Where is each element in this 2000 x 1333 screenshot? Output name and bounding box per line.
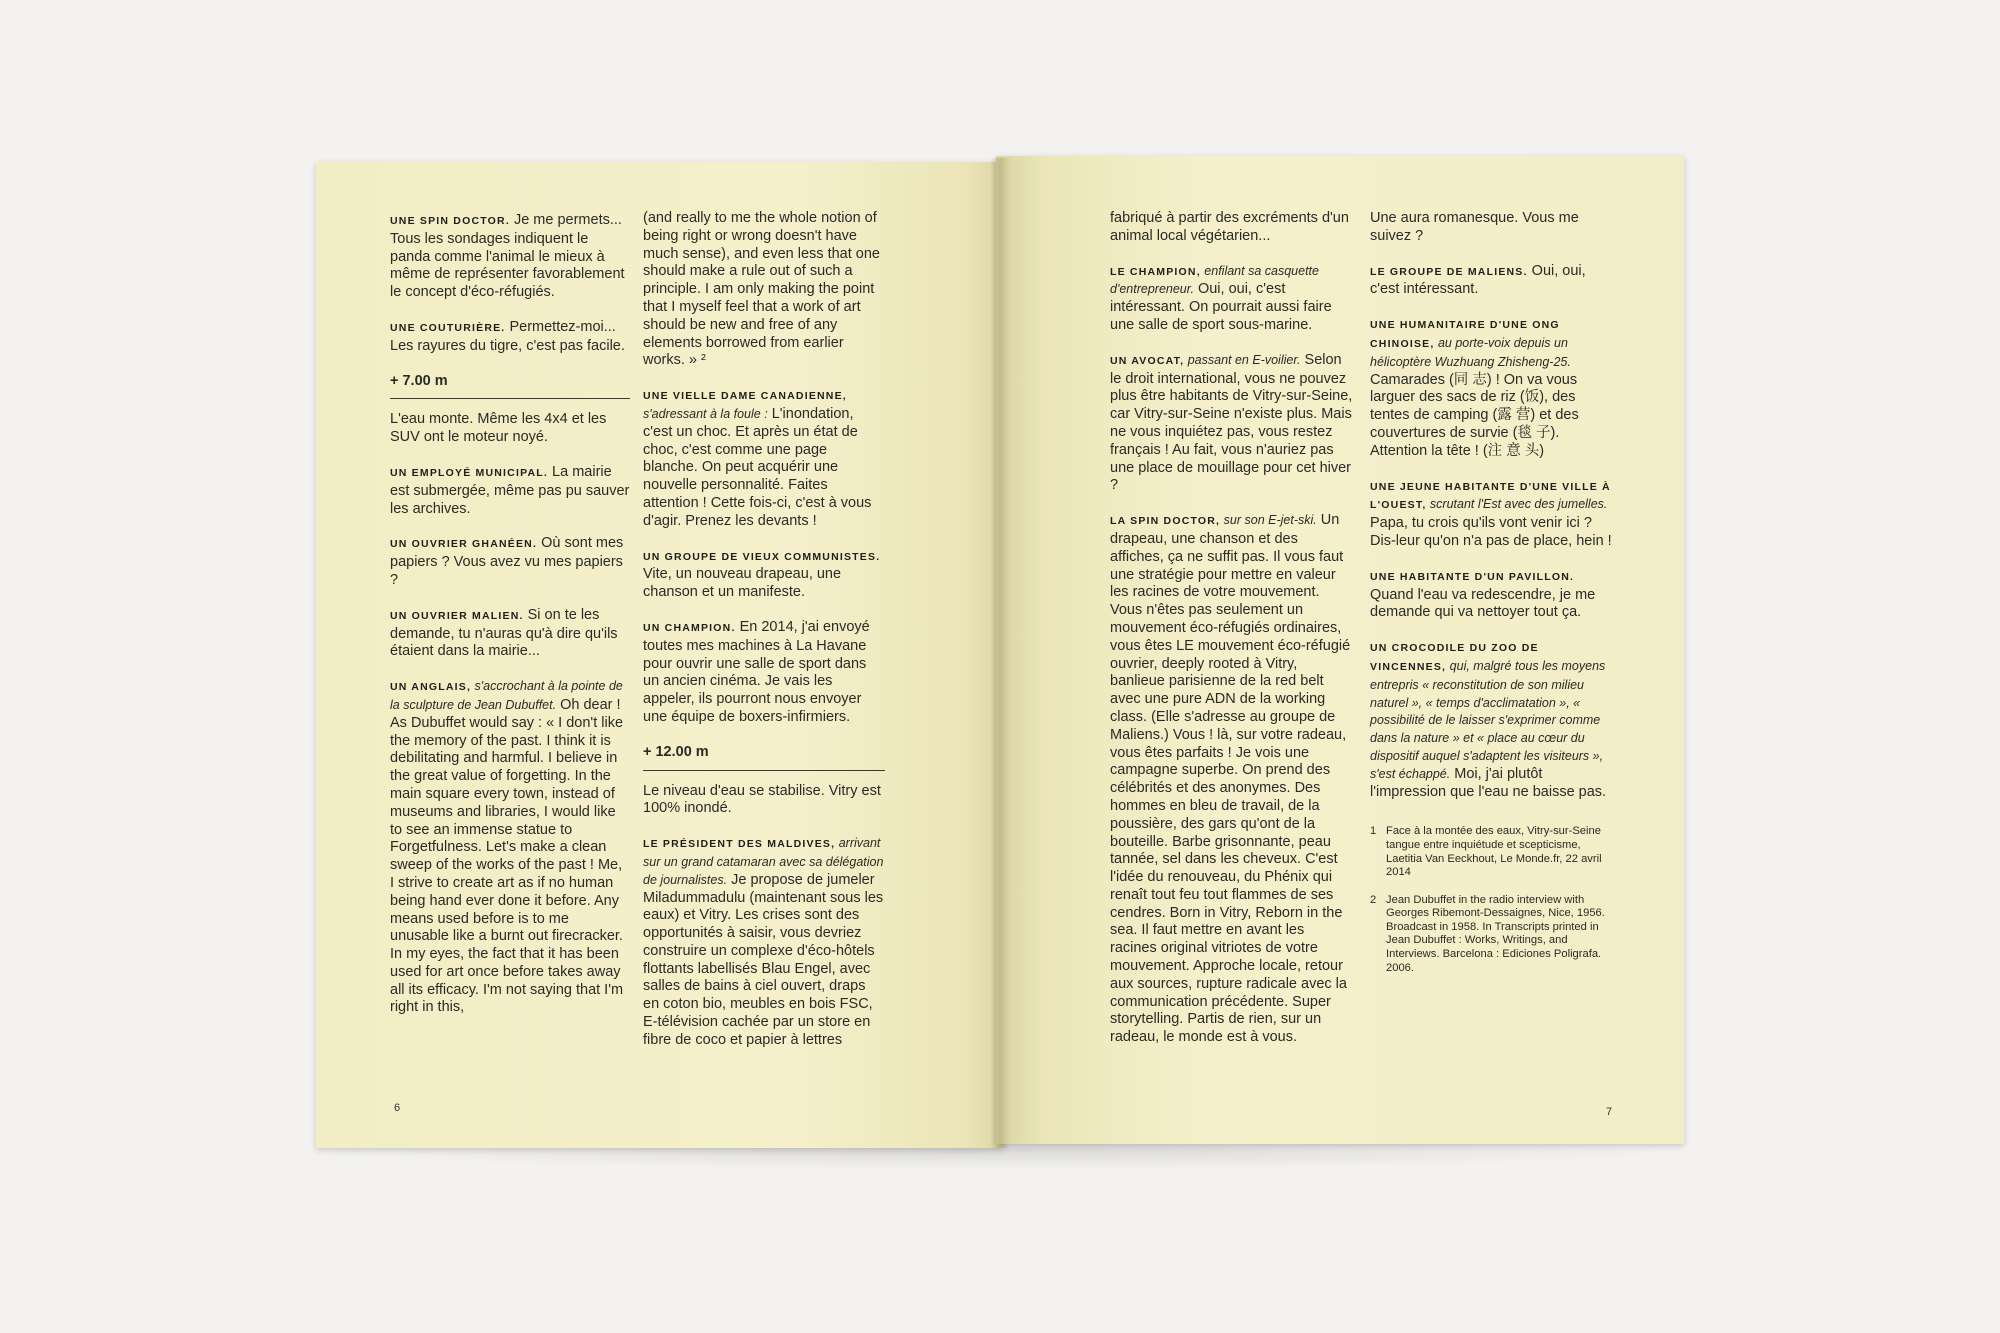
speaker-name: UN OUVRIER GHANÉEN. (390, 538, 538, 551)
right-column-1 (1110, 210, 1354, 1064)
footnote (1370, 894, 1614, 976)
dialogue-text: fabriqué à partir des excréments d'un animal local végétarien... (1110, 210, 1349, 244)
dialogue-block (390, 212, 630, 302)
dialogue-block (643, 210, 885, 370)
speaker-name: LA SPIN DOCTOR, (1110, 515, 1221, 528)
dialogue-block (1370, 639, 1614, 801)
dialogue-block (1370, 263, 1614, 300)
stage-direction: au porte-voix depuis un hélicoptère Wuzhuang Zhisheng-25. (1370, 335, 1571, 369)
dialogue-text: Si on te les demande, tu n'auras qu'à dire qu'ils étaient dans la mairie... (390, 606, 618, 660)
stage-direction: qui, malgré tous les moyens entrepris « reconstitution de son milieu naturel », « temps d'acclimatation », « possibilité de le laisser s'exprimer comme dans la nature » et « place au cœur du dispositif auquel s'adaptent les visiteurs », s'est échappé. (1370, 658, 1606, 781)
stage-direction: scrutant l'Est avec des jumelles. (1426, 497, 1608, 512)
footnote-text: Face à la montée des eaux, Vitry-sur-Seine tangue entre inquiétude et scepticisme, Laetitia Van Eeckhout, Le Monde.fr, 22 avril 2014 (1386, 825, 1602, 879)
dialogue-text: Selon le droit international, vous ne pouvez plus être habitants de Vitry-sur-Seine, car Vitry-sur-Seine n'existe plus. Mais ne vous inquiétez pas, vous restez français ! Au fait, vous n'auriez pas une place de mouillage pour cet hiver ? (1110, 351, 1353, 494)
page-number-left: 6 (394, 1102, 401, 1114)
page-number-right: 7 (1606, 1106, 1613, 1118)
dialogue-text: La mairie est submergée, même pas pu sauver les archives. (390, 463, 630, 517)
speaker-name: UNE JEUNE HABITANTE D'UNE VILLE À L'OUEST, (1370, 480, 1611, 512)
dialogue-block (643, 783, 885, 819)
speaker-name: UN CROCODILE DU ZOO DE VINCENNES, (1370, 642, 1539, 673)
right-column-2 (1370, 210, 1614, 989)
left-page (316, 162, 1004, 1148)
left-column-2 (643, 210, 885, 1067)
dialogue-block (1370, 316, 1614, 460)
right-page (996, 156, 1684, 1144)
dialogue-block (390, 535, 630, 589)
dialogue-text: Où sont mes papiers ? Vous avez vu mes papiers ? (390, 535, 624, 588)
left-column-1 (390, 212, 630, 1034)
speaker-name: UN OUVRIER MALIEN. (390, 609, 524, 622)
speaker-name: UNE HABITANTE D'UN PAVILLON. (1370, 570, 1575, 583)
speaker-name: LE PRÉSIDENT DES MALDIVES, (643, 838, 836, 851)
footnote (1370, 825, 1614, 879)
dialogue-text: Permettez-moi... Les rayures du tigre, c'est pas facile. (390, 318, 625, 354)
dialogue-text: (and really to me the whole notion of being right or wrong doesn't have much sense), and even less that one should make a rule out of such a principle. I am only making the point that I myself feel that a work of art should be new and free of any elements borrowed from earlier works. » ² (643, 210, 880, 369)
footnotes (1370, 825, 1614, 975)
dialogue-text: Vite, un nouveau drapeau, une chanson et un manifeste. (643, 566, 842, 601)
dialogue-text: Quand l'eau va redescendre, je me demande qui va nettoyer tout ça. (1370, 586, 1596, 621)
dialogue-block (390, 319, 630, 356)
dialogue-text: Oui, oui, c'est intéressant. On pourrait aussi faire une salle de sport sous-marine. (1110, 281, 1332, 333)
section-heading: + 7.00 m (390, 373, 630, 400)
dialogue-text: Une aura romanesque. Vous me suivez ? (1370, 210, 1579, 244)
dialogue-block (643, 835, 885, 1050)
dialogue-text: L'inondation, c'est un choc. Et après un état de choc, c'est comme une page blanche. On peut acquérir une nouvelle personnalité. Faites attention ! Cette fois-ci, c'est à vous d'agir. Prenez les devants ! (643, 405, 872, 529)
dialogue-text: Un drapeau, une chanson et des affiches, ça ne suffit pas. Il vous faut une stratégie pour mettre en valeur les racines de votre mouvement. Vous n'êtes pas seulement un mouvement éco-réfugiés ordinaires, vous êtes LE mouvement éco-réfugié ouvrier, deeply rooted à Vitry, banlieue parisienne de la red belt avec une pure ADN de la working class. (Elle s'adresse au groupe de Maliens.) Vous ! là, sur votre radeau, vous êtes parfaits ! Je vois une campagne superbe. On prend des célébrités et des anonymes. Des hommes en bleu de travail, de la poussière, des gars qu'ont de la bouteille. Barbe grisonnante, peau tannée, sel dans les cheveux. C'est l'idée du renouveau, du Phénix qui renaît tout feu tout flammes de ses cendres. Born in Vitry, Reborn in the sea. Il faut mettre en avant les racines original vitriotes de votre mouvement. Approche locale, retour aux sources, rupture radicale avec la communication précédente. Super storytelling. Partis de rien, sur un radeau, le monde est à vous. (1110, 512, 1351, 1046)
book-gutter (990, 158, 1010, 1148)
footnote-number: 2 (1370, 893, 1377, 906)
speaker-name: LE GROUPE DE MALIENS. (1370, 265, 1528, 278)
dialogue-block (390, 607, 630, 661)
dialogue-text: L'eau monte. Même les 4x4 et les SUV ont le moteur noyé. (390, 411, 607, 446)
dialogue-block (1110, 352, 1354, 495)
dialogue-text: Oui, oui, c'est intéressant. (1370, 262, 1586, 298)
dialogue-text: Le niveau d'eau se stabilise. Vitry est 100% inondé. (643, 782, 881, 817)
stage-direction: passant en E-voilier. (1184, 352, 1301, 367)
dialogue-block (390, 464, 630, 518)
dialogue-text: Papa, tu crois qu'ils vont venir ici ? Dis-leur qu'on n'a pas de place, hein ! (1370, 515, 1612, 549)
dialogue-text: Moi, j'ai plutôt l'impression que l'eau ne baisse pas. (1370, 765, 1607, 800)
stage-direction: enfilant sa casquette d'entrepreneur. (1110, 263, 1319, 297)
speaker-name: UNE HUMANITAIRE D'UNE ONG CHINOISE, (1370, 319, 1560, 350)
speaker-name: LE CHAMPION, (1110, 265, 1201, 278)
dialogue-block (390, 411, 630, 447)
speaker-name: UN EMPLOYÉ MUNICIPAL. (390, 466, 549, 479)
dialogue-block (1370, 568, 1614, 622)
dialogue-block (1110, 512, 1354, 1047)
speaker-name: UNE VIELLE DAME CANADIENNE, (643, 390, 847, 403)
stage-direction: s'accrochant à la pointe de la sculpture de Jean Dubuffet. (390, 679, 623, 712)
footnote-text: Jean Dubuffet in the radio interview with Georges Ribemont-Dessaignes, Nice, 1956. Broadcast in 1958. In Transcripts printed in Jean Dubuffet : Works, Writings, and Interviews. Barcelona : Ediciones Poligrafa. 2006. (1386, 893, 1605, 974)
speaker-name: UNE COUTURIÈRE. (390, 321, 506, 334)
speaker-name: UN CHAMPION. (643, 621, 736, 634)
dialogue-block (1110, 210, 1354, 246)
dialogue-block (1110, 263, 1354, 335)
dialogue-text: En 2014, j'ai envoyé toutes mes machines à La Havane pour ouvrir une salle de sport dans un ancien cinéma. Je vais les appeler, ils pourront nous envoyer une équipe de boxers-infirmiers. (643, 618, 870, 725)
speaker-name: UN GROUPE DE VIEUX COMMUNISTES. (643, 550, 881, 563)
dialogue-text: Je propose de jumeler Miladummadulu (maintenant sous les eaux) et Vitry. Les crises sont des opportunités à saisir, vous devriez construire un complexe d'éco-hôtels flottants labellisés Blau Engel, avec salles de bains à ciel ouvert, draps en coton bio, meubles en bois FSC, E-télévision cachée par un store en fibre de coco et papier à lettres (643, 871, 884, 1048)
section-heading: + 12.00 m (643, 744, 885, 771)
dialogue-text: Je me permets... Tous les sondages indiquent le panda comme l'animal le mieux à même de représenter favorablement le concept d'éco-réfugiés. (390, 212, 625, 301)
footnote-number: 1 (1370, 825, 1377, 838)
speaker-name: UN AVOCAT, (1110, 354, 1185, 367)
dialogue-block (643, 619, 885, 727)
speaker-name: UN ANGLAIS, (390, 681, 472, 694)
stage-direction: arrivant sur un grand catamaran avec sa délégation de journalistes. (643, 836, 884, 887)
dialogue-block (643, 548, 885, 602)
dialogue-block (390, 678, 630, 1017)
dialogue-text: Camarades (同 志) ! On va vous larguer des sacs de riz (饭), des tentes de camping (露 营) et des couvertures de survie (毯 子). Attention la tête ! (注 意 头) (1370, 371, 1579, 459)
dialogue-block (643, 387, 885, 530)
speaker-name: UNE SPIN DOCTOR. (390, 215, 510, 227)
stage-direction: s'adressant à la foule : (643, 406, 768, 421)
stage-direction: sur son E-jet-ski. (1220, 513, 1317, 528)
dialogue-block (1370, 478, 1614, 551)
dialogue-text: Oh dear ! As Dubuffet would say : « I don't like the memory of the past. I think it is debilitating and harmful. I believe in the great value of forgetting. In the main square every town, instead of museums and libraries, I would like to see an immense statue to Forgetfulness. Let's make a clean sweep of the works of the past ! Me, I strive to create art as if no human being hand ever done it before. Any means used before is to me unusable like a burnt out firecracker. In my eyes, the fact that it has been used for art once before takes away all its efficacy. I'm not saying that I'm right in this, (390, 696, 624, 1016)
dialogue-block (1370, 210, 1614, 246)
